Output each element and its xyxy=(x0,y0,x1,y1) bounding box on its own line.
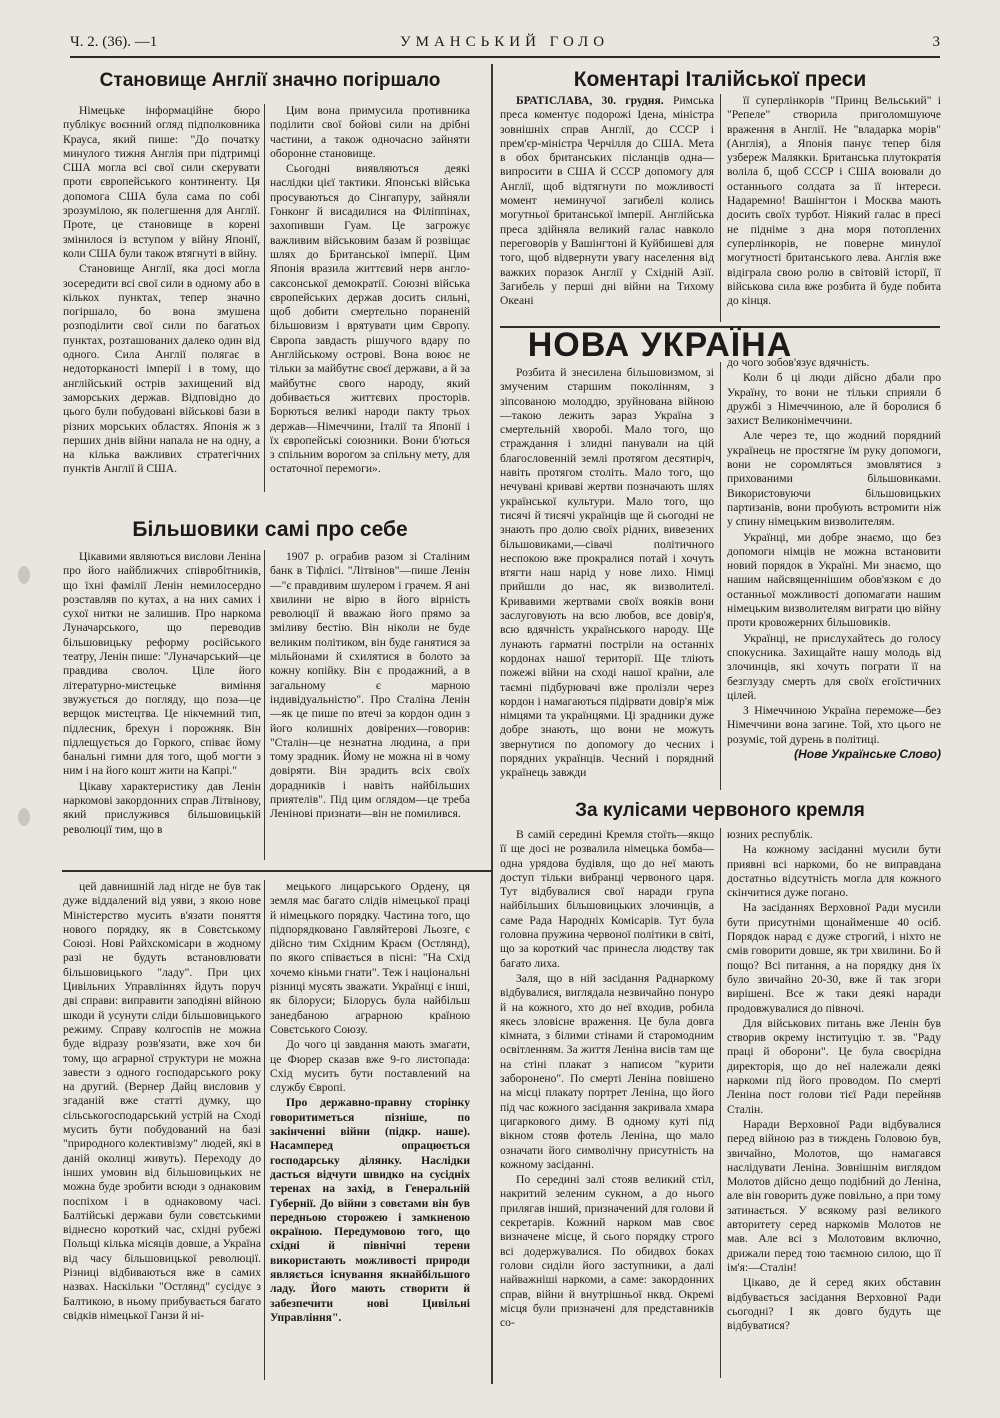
issue-number: Ч. 2. (36). —1 xyxy=(70,34,158,50)
ukraine-col2 xyxy=(727,356,941,796)
headline-bolsheviks: Більшовики самі про себе xyxy=(132,518,408,541)
paragraph: Українці, ми добре знаємо, що без допомоги німців не можна встановити новий порядок в Україні. Ми знаємо, що нашим найсвященнішим обов'язком є до останньої можливості допомагати нашим німецьким визволителям виграти цю війну проти кровожерних більшовиків. xyxy=(727,530,941,630)
paragraph: Цим вона примусила противника поділити свої бойові сили на дрібні частини, а також одночасно зайняти оборонне становище. xyxy=(270,104,470,160)
headline-england: Становище Англії значно погіршало xyxy=(99,70,441,91)
paragraph: Німецьке інформаційне бюро публікує воєнний огляд підполковника Крауса, який пише: "До початку минулого тижня Англія при підтримці США могла всі свої сили скерувати проти європейського континенту. Ця допомога США була сама по собі зрозумілою, як полегшення для Англії. Проте, це становище в корені змінилося із вступом у війну Японії, коли США були також втягнуті в війну. xyxy=(63,104,260,260)
headline-new-ukraine: НОВА УКРАЇНА xyxy=(527,326,793,364)
source-signature: (Нове Українське Слово) xyxy=(794,747,941,762)
paragraph: до чого зобов'язує вдячність. xyxy=(727,356,870,369)
paragraph: Про державно-правну сторінку говоритиметься пізніше, по закінченні війни (підкр. наше). Насамперед опрацюється господарську ділянку. Наслідки дасться відчути швидко на сусідніх теренах на захід, в Генеральній Губернії. До війни з совєтами він був передньою сторожею і замкненою окраїною. Передумовою того, що східні й північні терени використають можливості природи являється існування якнайбільшого ладу. Його мають створити й забезпечити нові Цивільні Управління". xyxy=(270,1096,470,1324)
bolsheviks-col1 xyxy=(63,550,261,860)
newspaper-title: УМАНСЬКИЙ ГОЛО xyxy=(400,34,610,50)
paragraph: На кожному засіданні мусили бути приявні всі наркоми, бо не виправдана достатньо відсутність могла для кожного скінчитися дуже погано. xyxy=(727,843,941,900)
paragraph: З Німеччиною Україна переможе—без Німеччини вона загине. Той, хто цього не розуміє, той дурень в політиці. xyxy=(727,704,941,746)
paragraph: Українці, не прислухайтесь до голосу спокусника. Захищайте нашу молодь від злочинців, які хочуть пограти її на безглузду смерть для своїх егоїстичних цілей. xyxy=(727,631,941,702)
paragraph: Становище Англії, яка досі могла зосередити всі свої сили в одному або в кількох пунктах, тепер значно погіршало, бо вона змушена розподілити свої сили по багатьох пунктах, розташованих далеко один від одного. Сила Англії полягає в недоторканості імперії і в тому, що англійський острів захищений від заморських держав. Відповідно до цього були побудовані військові бази в різних морських областях. Японія ж з перших днів війни напала не на одну, а на кілька важливих стратегічних пунктів Англії й США. xyxy=(63,262,260,476)
page-number: 3 xyxy=(932,34,940,50)
kremlin-col2 xyxy=(727,828,941,1378)
paragraph: цей давнишній лад нігде не був так дуже віддалений від уяви, з якою нове Міністерство мусить в'язати поняття нового порядку, як в Совєтському Союзі. Нові Райхскомісари в жодному разі не будуть встановлювати більшовицького "ладу". При цих Цивільних Управліннях йдуть поруч дві справи: виправити заподіяні війною шкоди й усунути сліди більшовицького режиму. Справу колгоспів не можна буде відразу розв'язати, вже хоч би тому, що аграрної структури не можна завести з одного господарського року на другий. (Вернер Дайц висловив у згаданій вже статті думку, що сільськогосподарський устрій на Сході мусить бути побудований на базі "природного колективізму" людей, які в даній околиці живуть). Переходу до інших умовин від більшовицьких не можна буде зробити всюди з однаковим поспіхом і в однаковому часі. Балтійські держави були совєтськими віднесно короткий час, східні рубежі Польщі кілька місяців довше, а Україна від часу більшовицької революції. Різниці відбиваються вже в самих назвах. Наскільки "Остлянд" сусідує з Балтикою, в ньому прибувається багато свідків німецької Ганзи й ні- xyxy=(63,880,261,1322)
column-rule xyxy=(264,880,265,1380)
italian-col2 xyxy=(727,94,941,324)
paragraph-text: Римська преса коментує подорожі Ідена, міністра зовнішніх справ Англії, до СССР і прем'єр-міністра Черчілля до США. Мета в обох британських післанців одна—випросити в США й СССР допомогу для Англії, щоб відтягнути по можливості момент неминучої загибелі колись могутньої британської імперії. Англійська преса здійняла великий галас навколо переговорів у Вашінгтоні й Куйбишеві для того, щоб відвернути увагу населення від важких поразок Англії у Східній Азії. Загибель у перші дні війни на Тихому Океані xyxy=(500,94,714,308)
paragraph: Цікаво, де й серед яких обставин відбувається засідання Верховної Ради сьогодні? І як довго будуть ще відбуватися? xyxy=(727,1276,941,1333)
england-col2 xyxy=(270,104,470,490)
bolsheviks-col2 xyxy=(270,550,470,860)
paragraph: До чого ці завдання мають змагати, це Фюрер сказав вже 9-го листопада: Схід мусить бути поставлений на службу Європі. xyxy=(270,1038,470,1095)
paragraph: Для військових питань вже Ленін був створив окрему інституцію т. зв. "Раду праці й оборони". Це була своєрідна директорія, що до неї належали деякі наркоми під його проводом. По смерті Леніна пост голови тієї Ради перейняв Сталін. xyxy=(727,1016,941,1116)
paragraph: На засіданнях Верховної Ради мусили бути присутніми щонайменше 40 осіб. Порядок нарад є дуже строгий, і ніхто не смів говорити довше, як три хвилини. Бо й пощо? Всі питання, а на порядку дня їх було звичайно 20-30, вже й так згори вирішені. Все ж таки деякі наради продовжувалися до півночі. xyxy=(727,901,941,1015)
dateline: БРАТІСЛАВА, 30. грудня. xyxy=(516,94,664,107)
column-rule xyxy=(491,64,493,1384)
punch-hole xyxy=(18,566,30,584)
headline-italian-press: Коментарі Італійської преси xyxy=(573,68,867,91)
paragraph: її суперлінкорів "Принц Вельський" і "Репеле" створила приголомшуюче враження в Англії. Не "владарка морів" (Англія), а Японія панує тепер біля узбереж Малякки. Британська плутократія воліла б, щоб СССР і США воювали до останнього солдата за її інтереси. Надаремно! Вашінгтон і Москва мають досить своїх турбот. Ніякий галас в пресі не підніме з дна моря потоплених суперлінкорів, не поверне минулої могутності британського лева. Англія вже відіграла свою ролю в світовій історії, її військова сила вже розбита й буде побита до кінця. xyxy=(727,94,941,308)
paragraph: Сьогодні виявляються деякі наслідки цієї тактики. Японські війська просуваються до Сінгапуру, зайняли Гонконг й висадилися на Філіппінах, захопивши Гуам. Це загрожує важливим військовим базам й розвіщає шлях до Британської імперії. Цим Японія вразила життєвий нерв англо-саксонської демократії. Союзні війська європейських держав досить сильні, щоб добити смертельно пораненій більшовизм і врятувати цим Європу. Європа завдасть рішучого вдару по Англійському острові. Вона воює не тільки за майбутнє своєї держави, а й за майбутнє свого народу, який добивається життєвих просторів. Борються великі народи пакту трьох держав—Німеччини, Італії та Японії і їх європейські союзники. Вони б'ються з спільним ворогом за спільну мету, для остаточної перемоги». xyxy=(270,162,470,476)
paragraph: В самій середині Кремля стоїть—якщо її ще досі не розвалила німецька бомба—одна урядова будівля, що до неї мають доступ тільки вибранці червоного царя. Тут відбувалися свої наради група найбільших більшовицьких злочинців, а саме Рада Народніх Комісарів. Тут була головна пружина червоної політики в світі, що за короткий час принесла людству так багато лиха. xyxy=(500,828,714,970)
kremlin-col1 xyxy=(500,828,714,1378)
paragraph: По середині залі стояв великий стіл, накритий зеленим сукном, а до нього прилягав інший, призначений для голови й секретарів. Кожний нарком мав своє визначене місце, й сього порядку строго всі додержувалися. По обидвох боках голови сиділи його заступники, а далі найважніші наркоми, а саме: закордонних справ, війни й внутрішньої нквд. Окремі місця були призначені для представників со- xyxy=(500,1173,714,1330)
column-rule xyxy=(720,94,721,322)
paragraph: Наради Верховної Ради відбувалися перед війною раз в тиждень Головою був, звичайно, Молотов, що намагався наслідувати Леніна. Зовнішнім виглядом Молотов дійсно дещо подібний до Леніна, але він говорить дуже повільно, а при тому затинається. У всякому разі великого авторитету серед наркомів Молотов не мав. Але всі з Молотовим включно, дрижали перед тою таємною силою, що її ім'я:—Сталін! xyxy=(727,1117,941,1274)
england-col1 xyxy=(63,104,260,490)
paragraph xyxy=(500,94,714,308)
column-rule xyxy=(264,104,265,492)
headline-kremlin: За кулісами червоного кремля xyxy=(575,800,865,821)
paragraph: юзних республік. xyxy=(727,828,813,841)
paragraph: Але через те, що жодний порядний українець не простягне їм руку допомоги, вони не соромляться змовлятися з прихованими більшовиками. Використовуючи більшовицьких партизанів, вони пробують встромити ніж у спину німецьким визволителям. xyxy=(727,429,941,529)
column-rule xyxy=(264,550,265,860)
paragraph: Заля, що в ній засідання Раднаркому відбувалися, виглядала незвичайно понуро й на кожного, хто до неї входив, робила якесь зловісне враження. Це була довга кімната, з білими стінами й старомодним освітленням. За життя Леніна висів там ще на стіні плакат з написом "курити заборонено". По смерті Леніна повішено на місці плакату портрет Леніна, що його під час кожного засідання закривала хмара цигаркового диму. В одному куті під вікном стояв фотель Леніна, що мало означати його символічну присутність на кожному засіданні. xyxy=(500,971,714,1171)
paragraph: Цікавими являються вислови Леніна про його найближчих співробітників, що їхні фамілії Ленін немилосердно розставляв по кутах, а на них самих і сухої нитки не залишив. Про наркома Луначарського, що переводив більшовицьку реформу російського театру, Ленін пише: "Луначарський—це правдива сволоч. Ціле його літературно-мистецьке виміння звужується до погляду, що поза—це верщок мистецтва. Це нікчемний тип, підлесник, брехун і порожняк. Він підлещується до Горкого, співає йому банальні гимни для того, щоб могти з ним і на його кошт жити на Капрі." xyxy=(63,550,261,778)
paragraph: 1907 р. ограбив разом зі Сталіним банк в Тіфлісі. "Літвінов"—пише Ленін—"є правдивим шулером і грачем. Я ані хвилини не вірю в його вірність революції й вважаю його прямо за зміливу бестію. Він ніколи не буде великим політиком, він буде ганятися за мільйонами й схилятися в болото за кожну копійку. Він є продажний, а в загальному є марною індивідуальністю". Про Сталіна Ленін—як це пише по втечі за кордон один з його колишніх довірених—говорив: "Сталін—це незнатна людина, а при тому зрадник. Йому не можна ні в чому довіряти. Він зрадить всіх своїх дорадників і навіть найбільших приятелів". Під цим оглядом—це треба Ленінові признати—він не помилився. xyxy=(270,550,470,821)
bottom-left-col2 xyxy=(270,880,470,1380)
paragraph: Цікаву характеристику дав Ленін наркомові закордонних справ Літвінову, який прислужився більшовицькій революції тим, що в xyxy=(63,779,261,836)
paragraph: Коли б ці люди дійсно дбали про Україну, то вони не тільки сприяли б дружбі з Німеччиною, але й боролися б захист Великонімеччини. xyxy=(727,371,941,428)
running-header xyxy=(70,32,940,58)
ukraine-col1 xyxy=(500,366,714,792)
section-rule xyxy=(62,870,492,872)
italian-col1 xyxy=(500,94,714,324)
bottom-left-col1 xyxy=(63,880,261,1380)
punch-hole xyxy=(18,808,30,826)
column-rule xyxy=(720,828,721,1378)
column-rule xyxy=(720,362,721,790)
paragraph: Розбита й знесилена більшовизмом, зі змученим старшим поколінням, з зіпсованою молоддю, зруйнована війною—такою лежить зараз Україна з смертельній хворобі. Мало того, що страждання і злидні панували на цій благословенній землі протягом десятиріч, навіть протягом століть. Мало того, що нечувані криваві жертви позначають шлях української культури. Мало того, що тисячі й тисячі українців ще й сьогодні не знають про долю своїх рідних, вивезених більшовиками,—сівачі політичного неспокою вже прокралися потай і хочуть втягти наш нарід у нове лихо. Німці прийшли до нас, як визволителі. Кривавими жертвами своїх вояків вони заслуговують на всю любов, все довір'я, всю вдячність українського народу. Ще лунають гарматні постріли на останніх кордонах нашої території. Ще тліють пожежі війни на сході нашої країни, але таємні підбурювачі вже пролізли через кордон і намагаються підірвати довір'я між німцями та українцями. Ці зрадники дуже добре знають, що вони не можуть звернутися по допомогу до чесних і порядних українців. Чесний і порядний українець завжди xyxy=(500,366,714,780)
paragraph: мецького лицарського Ордену, ця земля має багато слідів німецької праці й німецького порядку. Частина того, що підпорядковано Гавляйтерові Льозге, є дійсно тим Східним Краєм (Остлянд), по якого співається в пісні: "На Схід хочемо кіньми гнати". Теж і національні різниці мусять зважати. Українці є інші, як білоруси; Білорусь була найбільш занедбаною аграрною країною Совєтського Союзу. xyxy=(270,880,470,1036)
